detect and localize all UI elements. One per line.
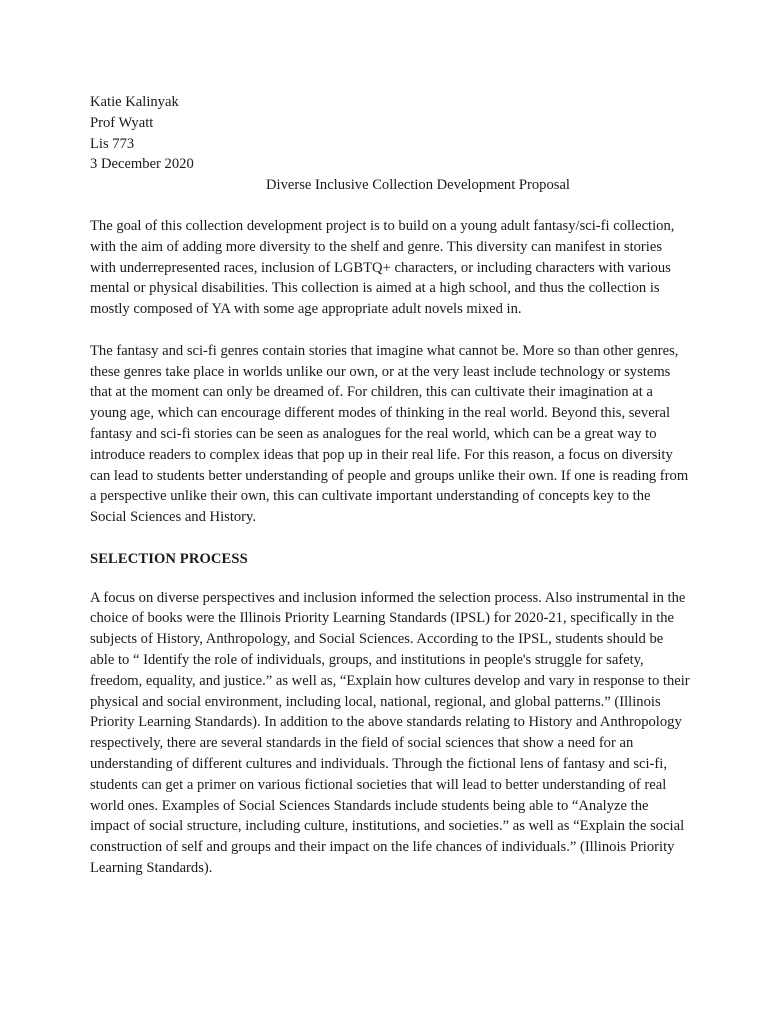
document-page xyxy=(90,92,690,899)
course-code: Lis 773 xyxy=(90,135,135,152)
document-date: 3 December 2020 xyxy=(90,156,194,173)
instructor-name: Prof Wyatt xyxy=(90,114,154,131)
document-title: Diverse Inclusive Collection Development Proposal xyxy=(266,177,570,194)
genre-paragraph: The fantasy and sci-fi genres contain stories that imagine what cannot be. More so than other genres, these genres take place in worlds unlike our own, or at the very least include technology or systems that at the moment can only be dreamed of. For children, this can cultivate their imagination at a young age, which can encourage different modes of thinking in the real world. Beyond this, several fantasy and sci-fi stories can be seen as analogues for the real world, which can be a great way to introduce readers to complex ideas that pop up in their real life. For this reason, a focus on diversity can lead to students better understanding of people and groups unlike their own. If one is reading from a perspective unlike their own, this can cultivate important understanding of concepts key to the Social Sciences and History. xyxy=(90,342,689,526)
author-name: Katie Kalinyak xyxy=(90,94,179,110)
section-heading: SELECTION PROCESS xyxy=(90,550,248,567)
selection-process-paragraph: A focus on diverse perspectives and inclusion informed the selection process. Also instrumental in the choice of books were the Illinois Priority Learning Standards (IPSL) for 2020-21, specifically in the subjects of History, Anthropology, and Social Sciences. According to the IPSL, students should be able to “ Identify the role of individuals, groups, and institutions in people's struggle for safety, freedom, equality, and justice.” as well as, “Explain how cultures develop and vary in response to their physical and social environment, including local, national, regional, and global patterns.” (Illinois Priority Learning Standards). In addition to the above standards relating to History and Anthropology respectively, there are several standards in the field of social sciences that show a need for an understanding of different cultures and individuals. Through the fictional lens of fantasy and sci-fi, students can get a primer on various fictional societies that will lead to better understanding of real world ones. Examples of Social Sciences Standards include students being able to “Analyze the impact of social structure, including culture, institutions, and societies.” as well as “Explain the social construction of self and groups and their impact on the life chances of individuals.” (Illinois Priority Learning Standards). xyxy=(90,589,690,876)
intro-paragraph: The goal of this collection development project is to build on a young adult fantasy/sci-fi collection, with the aim of adding more diversity to the shelf and genre. This diversity can manifest in stories with underrepresented races, inclusion of LGBTQ+ characters, or including characters with various mental or physical disabilities. This collection is aimed at a high school, and thus the collection is mostly composed of YA with some age appropriate adult novels mixed in. xyxy=(90,217,675,318)
